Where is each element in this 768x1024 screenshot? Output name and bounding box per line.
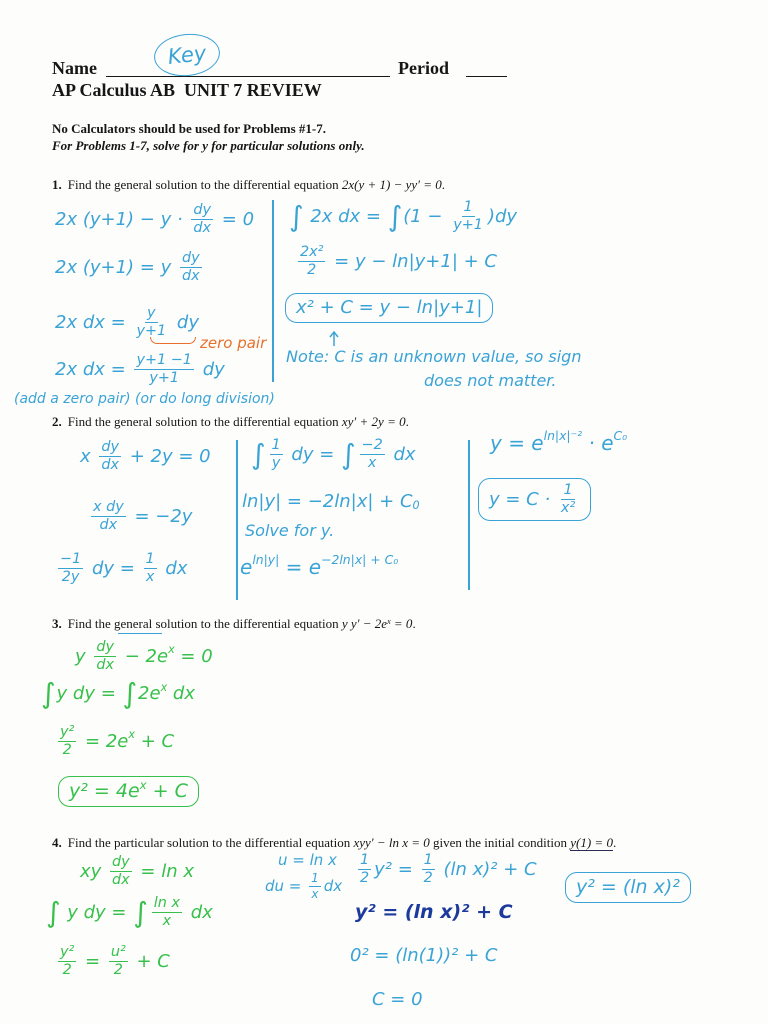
math-expression: xy′ + 2y = 0 [341,414,406,429]
zero-pair-bracket [150,337,196,344]
p2-simplify [490,428,628,455]
fraction-numerator: 1 [144,552,157,569]
fraction-numerator: y+1 −1 [134,353,194,370]
fraction-denominator: dx [101,457,120,474]
p1-note-line-2 [424,372,556,390]
fraction-denominator: x [367,455,377,472]
text-run: du = [265,876,307,895]
fraction-denominator: dx [181,268,200,285]
fraction-denominator: y+1 [453,217,483,234]
fraction-denominator: 2 [360,870,370,887]
p4-step-3 [55,945,170,978]
integral-sign: ∫ [122,677,138,710]
fraction-denominator: 2 [62,742,72,759]
fraction-numerator: 2x² [298,245,325,262]
problem-number: 1. [52,177,62,192]
text-run: dx [167,683,195,705]
p1-integrate-1 [288,200,517,233]
p2-integrate-2 [242,492,420,512]
fraction-numerator: −1 [58,552,83,569]
text-run: = ln x [134,860,194,882]
text-run: y = e [490,431,544,455]
text-run: 2x (y+1) − y · [55,208,189,230]
underlined-math-expression: y(1) = 0 [570,835,613,850]
text-run: )dy [487,205,518,227]
text-run: = e [279,555,322,579]
fraction [134,353,194,386]
fraction-denominator: 2 [423,870,433,887]
fraction [152,896,182,929]
general-underline [118,633,162,634]
p4-solve-3 [350,946,497,966]
text-run: = 0 [174,645,213,667]
p2-separate-3 [55,552,188,585]
fraction-denominator: y+1 [149,370,180,387]
text-run: + C [146,780,188,802]
problem-prompt [68,414,409,429]
fraction [358,853,371,886]
superscript: x [160,680,168,694]
text-run: . [612,835,617,850]
p2-separate-2 [88,500,192,533]
text-run: x [80,445,97,467]
text-run: y² = 4e [69,780,140,802]
p3-step-1 [75,640,213,673]
math-expression: xyy′ − ln x = 0 [353,835,430,850]
fraction-numerator: dy [99,440,121,457]
p2-exponentiate [240,552,399,579]
text-run: dx [159,557,188,579]
p4-substitution-u [278,852,337,869]
fraction [99,440,121,473]
problem-prompt [68,177,445,192]
text-run: xy [80,860,108,882]
superscript: x [168,643,175,657]
fraction-denominator: x² [560,500,576,517]
fraction [94,640,116,673]
fraction [109,945,128,978]
fraction-denominator: x [311,886,319,901]
fraction-numerator: y [145,306,158,323]
problem-prompt [68,835,616,851]
page-title: AP Calculus AB UNIT 7 REVIEW [52,80,322,100]
problem-number: 2. [52,414,62,429]
text-run: 2x dx = [55,358,132,380]
integral-sign: ∫ [341,437,356,471]
name-value: Key [166,41,208,69]
period-underline [466,76,507,77]
text-run: 2x dx = [55,311,132,333]
fraction [58,552,83,585]
fraction [110,855,132,888]
text-run: Find the general solution to the differential equation [67,414,342,429]
text-run: dy = [285,443,341,465]
fraction [58,945,76,978]
fraction-denominator: x [162,913,172,930]
text-run: y² = (ln x)² + C [355,901,513,923]
text-run: = 2e [79,730,129,752]
fraction [309,872,321,900]
text-run: + 2y = 0 [124,445,211,467]
text-run: dx [184,901,213,923]
fraction [180,251,202,284]
p1-divider [272,200,274,382]
fraction-denominator: 2y [61,569,80,586]
p1-hint: (add a zero pair) (or do long division) [14,391,275,407]
p2-solve-for-y [245,522,334,540]
p2-separate-1 [80,440,211,473]
problem-number: 3. [52,616,62,631]
text-run: Find the general solution to the differential equation [67,616,342,631]
problem-prompt [68,616,416,631]
text-run: 2x dx = [304,205,387,227]
p4-solve-2 [355,902,513,923]
fraction-numerator: ln x [152,896,182,913]
text-run: . [405,414,409,429]
name-label: Name [52,58,97,78]
text-run: 0² = (ln(1))² + C [350,945,498,966]
text-run: dy = [86,557,141,579]
text-run: . [412,616,416,631]
fraction-denominator: 2 [62,962,72,979]
superscript: x [128,728,135,742]
fraction-numerator: 1 [270,438,283,455]
fraction [191,203,213,236]
text-run: (ln x)² + C [437,858,537,880]
text-run: u = ln x [278,851,337,869]
fraction-numerator: 1 [561,483,574,500]
text-run: 2e [138,683,161,705]
p1-step-3 [55,306,199,339]
p3-answer-box [58,776,199,807]
text-run: = y − ln|y+1| + C [328,250,497,272]
p1-note-line-1 [286,348,581,366]
text-run: + C [134,730,175,752]
math-expression: 2x(y + 1) − yy′ = 0 [341,177,442,192]
text-run: y dy = [61,901,133,923]
fraction-numerator: 1 [462,200,475,217]
fraction-denominator: dx [112,872,130,889]
text-run: − 2e [119,645,169,667]
fraction-denominator: dx [99,517,118,534]
fraction-numerator: u² [109,945,128,962]
text-run: = [79,950,106,972]
fraction [559,483,577,516]
fraction-numerator: x dy [91,500,126,517]
fraction-numerator: dy [94,640,116,657]
p2-integrate-1 [250,438,416,471]
math-expression: = 0 [390,616,413,631]
fraction-numerator: 1 [311,871,319,885]
fraction-numerator: dy [180,251,202,268]
name-circle [152,31,222,80]
text-run: e [240,555,253,579]
text-run: = 0 [216,208,255,230]
text-run: Find the particular solution to the differential equation [67,835,354,850]
p3-step-3 [55,725,174,758]
text-run: dy [171,311,199,333]
text-run: dx [387,443,416,465]
instruction-particular: For Problems 1-7, solve for y for particular solutions only. [52,138,365,153]
integral-sign: ∫ [41,677,56,710]
integral-sign: ∫ [387,199,403,233]
text-run: y dy = [56,683,122,705]
superscript: C₀ [613,428,628,444]
superscript: x [139,777,147,792]
p2-divider-right [468,440,470,590]
math-expression: y y′ − 2e [341,616,388,631]
text-run: = −2y [128,505,193,527]
fraction [270,438,283,471]
zero-pair-label: zero pair [200,334,267,352]
text-run: dy [196,358,225,380]
p4-substitution-du [265,872,342,900]
superscript: ln|x|⁻² [543,428,583,444]
note-text: does not matter. [424,371,557,390]
fraction-denominator: y [271,455,281,472]
superscript: −2ln|x| + C₀ [321,552,399,568]
fraction [144,552,157,585]
text-run: x² + C = y − ln|y+1| [296,297,483,318]
fraction-numerator: 1 [422,853,435,870]
p3-step-2 [40,677,195,710]
superscript: ln|y| [252,552,280,568]
fraction-denominator: 2 [113,962,123,979]
text-run: given the initial condition [429,835,571,850]
p4-step-1 [80,855,194,888]
integral-sign: ∫ [46,895,61,929]
p1-answer-box [285,293,493,323]
p1-step-2 [55,251,205,284]
p4-step-2 [45,896,213,929]
text-run: C = 0 [372,989,423,1010]
text-run: 2x (y+1) = y [55,256,177,278]
p2-answer-box [478,478,591,521]
superscript: x [387,616,391,626]
text-run: + C [130,950,170,972]
fraction-numerator: y² [58,945,76,962]
p1-step-4 [55,353,225,386]
fraction [134,306,168,339]
problem-number: 4. [52,835,62,850]
problem-4 [52,835,616,851]
fraction-numerator: dy [110,855,132,872]
name-underline [106,76,390,77]
text-run: y [75,645,92,667]
p1-step-1 [55,203,254,236]
p4-solve-1 [355,853,537,886]
instruction-no-calculators: No Calculators should be used for Problems #1-7. [52,121,326,136]
fraction-numerator: dy [191,203,213,220]
text-run: Find the general solution to the differential equation [67,177,342,192]
text-run: ln|y| = −2ln|x| + C [242,491,413,512]
p4-solve-4 [372,990,423,1010]
fraction [298,245,325,278]
integral-sign: ∫ [133,895,148,929]
text-run: . [441,177,446,192]
up-arrow-icon [328,331,340,347]
problem-1 [52,177,445,193]
text-run: y² = (ln x)² [576,876,680,898]
text-run: Solve for y. [245,521,335,540]
fraction-denominator: 2 [307,262,317,279]
p4-answer-box [565,872,691,903]
p1-integrate-2 [295,245,497,278]
fraction [360,438,385,471]
fraction-numerator: y² [58,725,76,742]
fraction-numerator: 1 [358,853,371,870]
problem-2 [52,414,409,430]
problem-3 [52,616,416,634]
text-run: dx [323,876,343,895]
fraction-denominator: x [145,569,155,586]
text-run: y² = [374,858,419,880]
fraction [451,200,485,233]
subscript: 0 [412,498,420,512]
period-label: Period [398,58,449,78]
text-run: y = C · [489,488,556,510]
fraction-numerator: −2 [360,438,385,455]
fraction [91,500,126,533]
fraction-denominator: y+1 [136,323,167,340]
text-run: (1 − [403,205,449,227]
integral-sign: ∫ [251,437,266,471]
fraction-denominator: dx [193,220,212,237]
text-run: · e [582,431,614,455]
fraction [58,725,76,758]
fraction [422,853,435,886]
p2-divider-left [236,440,238,600]
note-text: Note: C is an unknown value, so sign [286,347,582,366]
fraction-denominator: dx [96,657,115,674]
integral-sign: ∫ [289,199,304,233]
